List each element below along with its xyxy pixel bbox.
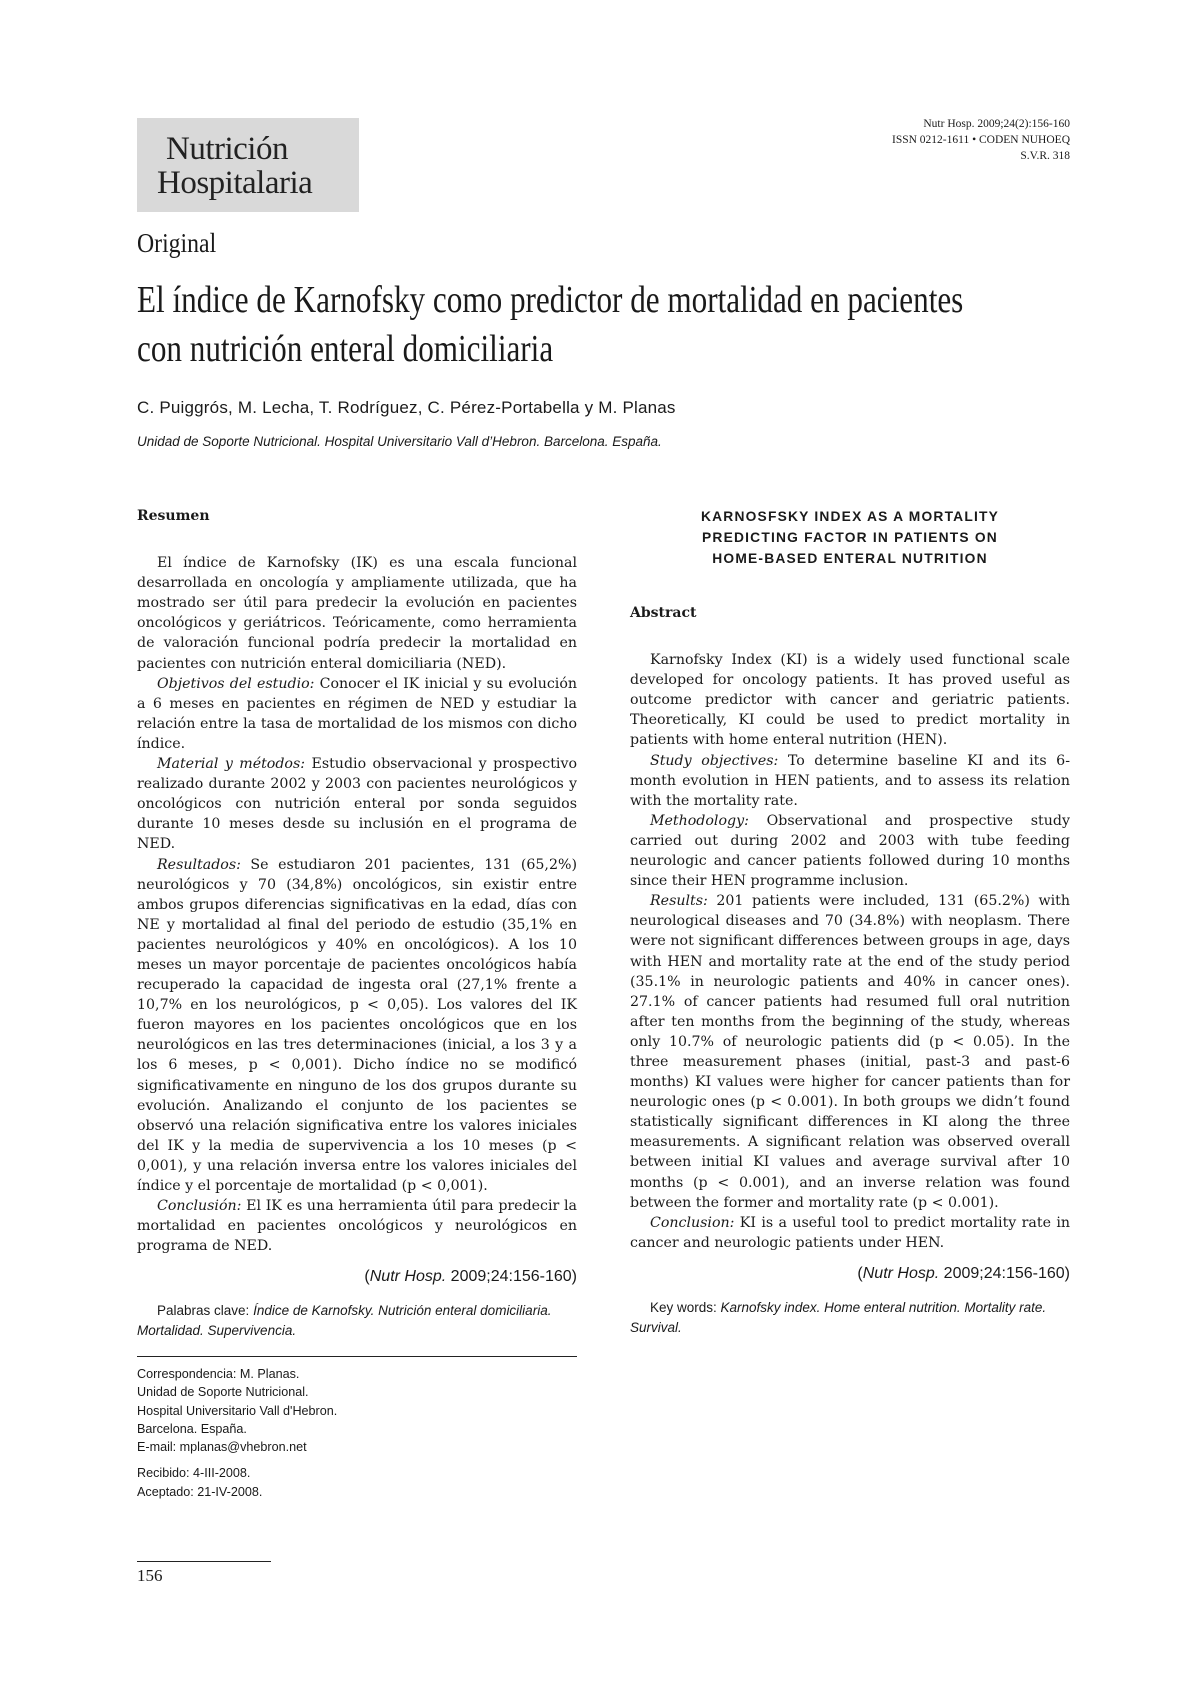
english-title: [630, 506, 1070, 569]
abstract-column: [630, 506, 1070, 1338]
resumen-resultados: [137, 855, 577, 1197]
authors: C. Puiggrós, M. Lecha, T. Rodríguez, C. Pérez-Portabella y M. Planas: [137, 398, 676, 417]
results-text: 201 patients were included, 131 (65.2%) with neurological diseases and 70 (34.8%) with neoplasm. There were not significant differences between groups in age, days with HEN and mortality rate at the end of the study period (35.1% in neurologic patients and 40% in cancer ones). 27.1% of cancer patients had resumed full oral nutrition after ten months from the beginning of the study, whereas only 10.7% of neurologic patients did (p < 0.05). In the three measurement phases (initial, past-3 and past-6 months) KI values were higher for cancer patients than for neurologic ones (p < 0.001). In both groups we didn’t found statistically significant differences in KI along the three measurements. A significant relation was observed overall between initial KI values and average survival after 10 months (p < 0.001), and an inverse relation was found between the former and mortality rate (p < 0.001).: [630, 893, 1070, 1211]
abstract-intro: Karnofsky Index (KI) is a widely used functional scale developed for oncology patients. It has proved useful as outcome predictor with cancer and geriatric patients. Theoretically, KI could be used to predict mortality in patients with home enteral nutrition (HEN).: [630, 652, 1070, 749]
abstract-conclusion-text: KI is a useful tool to predict mortality rate in cancer and neurologic patients under HEN.: [630, 1214, 1070, 1251]
abstract-methodology: [630, 811, 1070, 891]
correspondence-line1: Correspondencia: M. Planas.: [137, 1367, 300, 1381]
journal-header-meta: [892, 116, 1070, 164]
article-title-line1: El índice de Karnofsky como predictor de mortalidad en pacientes: [137, 279, 964, 321]
methodology-label: Methodology:: [650, 812, 749, 829]
correspondence-line4: Barcelona. España.: [137, 1421, 247, 1436]
resumen-objetivos: [137, 674, 577, 754]
accepted-date: Aceptado: 21-IV-2008.: [137, 1484, 263, 1499]
header-citation: Nutr Hosp. 2009;24(2):156-160: [923, 118, 1070, 130]
affiliation: Unidad de Soporte Nutricional. Hospital Universitario Vall d’Hebron. Barcelona. España.: [137, 434, 662, 449]
key-words-text: Karnofsky index. Home enteral nutrition. Mortality rate. Survival.: [630, 1300, 1047, 1335]
conclusion-text: El IK es una herramienta útil para predecir la mortalidad en pacientes oncológicos y neurológicos en programa de NED.: [137, 1198, 577, 1255]
objectives-label: Study objectives:: [650, 752, 779, 769]
abstract-citation-journal: Nutr Hosp.: [862, 1264, 940, 1282]
abstract-results: [630, 891, 1070, 1213]
logo-line1: Nutrición: [166, 131, 288, 167]
english-title-line2: PREDICTING FACTOR IN PATIENTS ON: [702, 530, 998, 545]
key-words-label: Key words:: [650, 1300, 721, 1315]
header-svr: S.V.R. 318: [1020, 150, 1070, 162]
resultados-label: Resultados:: [157, 856, 241, 873]
resumen-heading: Resumen: [137, 508, 210, 524]
abstract-heading: Abstract: [630, 605, 697, 621]
abstract-conclusion-label: Conclusion:: [650, 1214, 735, 1231]
material-text: Estudio observacional y prospectivo realizado durante 2002 y 2003 con pacientes neurológicos y oncológicos con nutrición enteral por sonda seguidos durante 10 meses desde su inclusión en el programa de NED.: [137, 756, 578, 853]
objectives-text: To determine baseline KI and its 6-month evolution in HEN patients, and to assess its relation with the mortality rate.: [630, 752, 1070, 809]
palabras-clave: [137, 1301, 577, 1341]
palabras-clave-text: Índice de Karnofsky. Nutrición enteral domiciliaria. Mortalidad. Supervivencia.: [137, 1303, 552, 1339]
abstract-citation: (Nutr Hosp. 2009;24:156-160): [857, 1264, 1070, 1282]
abstract-conclusion: [630, 1213, 1070, 1253]
correspondence-line2: Unidad de Soporte Nutricional.: [137, 1385, 309, 1400]
resumen-citation-ref: 2009;24:156-160): [446, 1268, 577, 1286]
resumen-intro: El índice de Karnofsky (IK) es una escala funcional desarrollada en oncología y ampliamente utilizada, que ha mostrado ser útil para predecir la evolución en pacientes oncológicos y geriátricos. Teóricamente, como herramienta de valoración funcional podría predecir la mortalidad en pacientes con nutrición enteral domiciliaria (NED).: [137, 555, 577, 672]
resumen-material: [137, 754, 577, 854]
resumen-citation-journal: Nutr Hosp.: [369, 1268, 447, 1286]
article-type: Original: [137, 228, 217, 258]
english-title-line1: KARNOSFSKY INDEX AS A MORTALITY: [700, 509, 1000, 524]
journal-logo: [137, 118, 359, 212]
key-words: [630, 1298, 1070, 1338]
resumen-citation: (Nutr Hosp. 2009;24:156-160): [364, 1268, 577, 1286]
english-title-line3: HOME-BASED ENTERAL NUTRITION: [712, 551, 988, 566]
resumen-conclusion: [137, 1196, 577, 1256]
resultados-text: Se estudiaron 201 pacientes, 131 (65,2%) neurológicos y 70 (34,8%) oncológicos, sin existir entre ambos grupos diferencias significativas en la edad, días con NE y mortalidad al final del periodo de estudio (35,1% en pacientes neurológicos y 40% en oncológicos). A los 10 meses un mayor porcentaje de pacientes oncológicos había recuperado la capacidad de ingesta oral (27,1% frente a 10,7% en los neurológicos, p < 0,05). Los valores del IK fueron mayores en los pacientes oncológicos que en los neurológicos en las tres determinaciones (inicial, a los 3 y a los 6 meses, p < 0,001). Dicho índice no se modificó significativamente en ninguno de los dos grupos durante su evolución. Analizando el conjunto de los pacientes se observó una relación significativa entre los valores iniciales del IK y la media de supervivencia a los 10 meses (p < 0,001), y una relación inversa entre los valores iniciales del índice y el porcentaje de mortalidad (p < 0,001).: [137, 856, 577, 1194]
methodology-text: Observational and prospective study carried out during 2002 and 2003 with tube feeding neurologic and cancer patients followed during 10 months since their HEN programme inclusion.: [630, 812, 1070, 890]
abstract-citation-ref: 2009;24:156-160): [939, 1264, 1070, 1282]
material-label: Material y métodos:: [157, 756, 306, 773]
article-title-line2: con nutrición enteral domiciliaria: [137, 328, 554, 370]
palabras-clave-label: Palabras clave:: [157, 1303, 254, 1319]
results-label: Results:: [650, 893, 708, 910]
logo-line2: Hospitalaria: [157, 165, 313, 201]
header-issn: ISSN 0212-1611 • CODEN NUHOEQ: [891, 134, 1070, 146]
correspondence-block: [137, 1356, 577, 1501]
resumen-column: [137, 506, 577, 1341]
received-date: Recibido: 4-III-2008.: [137, 1466, 251, 1481]
page-number: 156: [137, 1566, 163, 1585]
correspondence-line3: Hospital Universitario Vall d'Hebron.: [137, 1403, 338, 1418]
article-title: [137, 276, 1014, 374]
objetivos-label: Objetivos del estudio:: [157, 675, 315, 692]
objetivos-text: Conocer el IK inicial y su evolución a 6 meses en pacientes en régimen de NED y estudiar la relación entre la tasa de mortalidad de los mismos con dicho índice.: [137, 675, 577, 752]
correspondence-email: E-mail: mplanas@vhebron.net: [137, 1440, 307, 1455]
conclusion-label: Conclusión:: [157, 1198, 242, 1215]
page-number-rule: [137, 1561, 271, 1562]
abstract-objectives: [630, 751, 1070, 811]
